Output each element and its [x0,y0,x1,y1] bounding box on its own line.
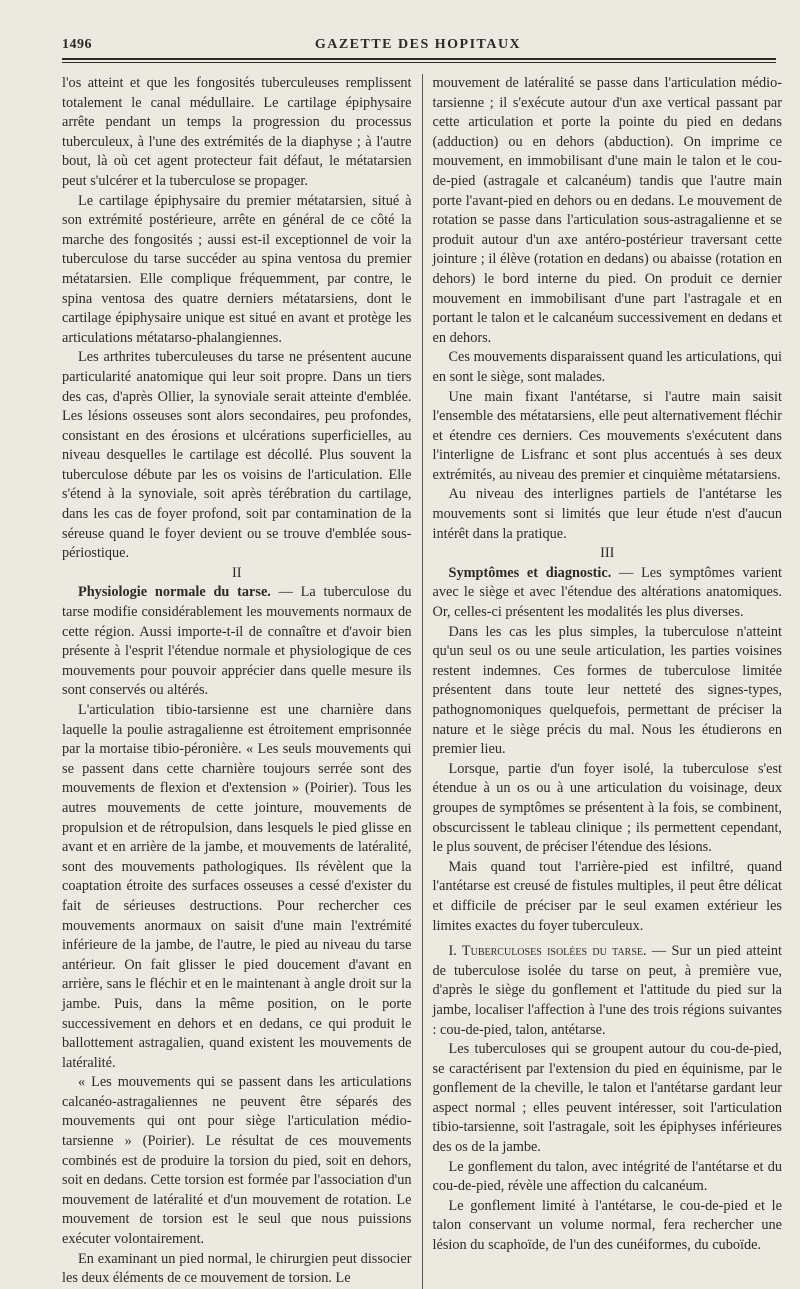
paragraph: L'articulation tibio-tarsienne est une charnière dans laquelle la poulie astragalienne est étroitement emprisonnée par la mortaise tibio-péronière. « Les seuls mouvements qui se passent dans cette charnière toujours serrée sont des mouvements de flexion et d'extension » (Poirier). Tous les autres mouvements de cette jointure, mouvements de propulsion et de rétropulsion, dans lesquels le pied glisse en avant et en arrière de la jambe, et mouvements de latéralité, sont des mouvements pathologiques. Ils révèlent que la coaptation étroite des surfaces osseuses a cessé d'exister du fait de sérieuses destructions. Pour rechercher ces mouvements anormaux on saisit d'une main l'extrémité inférieure de la jambe, de l'autre, le pied au niveau du tarse antérieur. On fait glisser le pied doucement d'avant en arrière, sans le fléchir et en le maintenant à angle droit sur la jambe. Puis, dans la même position, on le porte successivement en dehors et en dedans, ce qui produit le ballottement astragalien, quand existent les mouvements de latéralité. [62,702,412,1071]
text-columns [62,74,782,1289]
paragraph: Ces mouvements disparaissent quand les articulations, qui en sont le siège, sont malades. [432,349,782,385]
paragraph-text: — Sur un pied atteint de tuberculose isolée du tarse on peut, à première vue, d'après le siège du gonflement et l'attitude du pied sur la jambe, localiser l'affection à l'une des trois régions suivantes : cou-de-pied, talon, antétarse. [432,943,783,1038]
paragraph: Lorsque, partie d'un foyer isolé, la tuberculose s'est étendue à un os ou à une articulation du voisinage, deux groupes de symptômes se présentent à la fois, se combinent, obscurcissent le tableau clinique ; ils permettent cependant, le plus souvent, de préciser l'étendue des lésions. [432,760,782,856]
section-heading: Symptômes et diagnostic. [448,564,612,581]
paragraph [433,942,783,1040]
left-column [62,74,422,1289]
journal-title: GAZETTE DES HOPITAUX [314,37,522,52]
paragraph [62,583,412,701]
paragraph: « Les mouvements qui se passent dans les articulations calcanéo-astragaliennes ne peuvent être séparés des mouvements qui ont pour siège l'articulation médio-tarsienne » (Poirier). Le résultat de ces mouvements combinés est de produire la torsion du pied, soit en dehors, soit en dedans. Cette torsion est formée par l'association d'un mouvement de latéralité et d'un mouvement de rotation. Le mouvement de torsion est le seul que nous puissions exécuter volontairement. [62,1074,412,1248]
paragraph: Mais quand tout l'arrière-pied est infiltré, quand l'antétarse est creusé de fistules multiples, il peut être délicat et difficile de préciser par le seul examen extérieur les limites exactes du foyer tuberculeux. [432,858,782,934]
subsection-heading: I. Tuberculoses isolées du tarse. [448,943,647,960]
paragraph: Les arthrites tuberculeuses du tarse ne présentent aucune particularité anatomique qui leur soit propre. Dans un tiers des cas, d'après Ollier, la synoviale serait atteinte d'emblée. Les lésions osseuses sont alors secondaires, peu profondes, consistant en des érosions et ulcérations superficielles, au niveau desquelles le cartilage est décollé. Plus souvent la tuberculose débute par les os voisins de l'articulation. Elle s'étend à la synoviale, soit après térébration du cartilage, dans les cas de foyer profond, soit par contamination de la séreuse quand le foyer devient ou se trouve d'emblée sous-périostique. [62,349,412,562]
section-number: II [231,564,242,581]
paragraph-text: — La tuberculose du tarse modifie considérablement les mouvements normaux de cette région. Aussi importe-t-il de connaître et d'avoir bien présente à l'esprit l'étendue normale et physiologique de ces mouvements pour pouvoir apprécier dans quelle mesure ils sont conservés ou altérés. [62,584,412,699]
paragraph: Le cartilage épiphysaire du premier métatarsien, situé à son extrémité postérieure, arrête en général de ce côté la marche des fongosités ; aussi est-il exceptionnel de voir la tuberculose du tarse succéder au spina ventosa du premier métatarsien. Elle complique fréquemment, par contre, le spina ventosa des quatre derniers métatarsiens, dont le cartilage épiphysaire unique est situé en avant et protège les articulations métatarso-phalangiennes. [62,192,412,346]
page-header [56,0,780,52]
section-heading: Physiologie normale du tarse. [78,584,271,601]
header-rule-thin [62,62,776,63]
right-column [422,74,783,1289]
section-number: III [600,545,615,562]
paragraph: l'os atteint et que les fongosités tuberculeuses remplissent totalement le canal médullaire. Le cartilage épiphysaire arrête pendant un temps la progression du processus tuberculeux, à l'une des extrémités de la diaphyse ; à l'autre bout, là où cet agent protecteur fait défaut, le métatarsien peut s'ulcérer et la tuberculose se propager. [62,75,412,189]
paragraph: Dans les cas les plus simples, la tuberculose n'atteint qu'un seul os ou une seule articulation, les parties voisines restent indemnes. Ces formes de tuberculose limitée présentent dans toute leur netteté des signes-types, pathognomoniques quelquefois, permettant de préciser la nature et le siège précis du mal. Nous les étudierons en premier lieu. [432,623,782,758]
paragraph: Le gonflement du talon, avec intégrité de l'antétarse et du cou-de-pied, révèle une affection du calcanéum. [432,1158,782,1195]
paragraph-text: — Les symptômes varient avec le siège et avec l'étendue des altérations anatomiques. Or, celles-ci présentent les modalités les plus diverses. [432,564,783,621]
paragraph: Les tuberculoses qui se groupent autour du cou-de-pied, se caractérisent par l'extension du pied en équinisme, par le gonflement de la cheville, le talon et l'antétarse gardant leur aspect normal ; elles peuvent intéresser, soit l'articulation tibio-tarsienne, soit l'astragale, soit les épiphyses inférieures des os de la jambe. [432,1041,782,1156]
paragraph: Le gonflement limité à l'antétarse, le cou-de-pied et le talon conservant un volume normal, fera rechercher une lésion du scaphoïde, de l'un des cunéiformes, du cuboïde. [432,1197,782,1254]
paragraph: En examinant un pied normal, le chirurgien peut dissocier les deux éléments de ce mouvement de torsion. Le [62,1250,412,1287]
paragraph: mouvement de latéralité se passe dans l'articulation médio-tarsienne ; il s'exécute autour d'un axe vertical passant par cette articulation et porte la pointe du pied en dedans (adduction) ou en dehors (abduction). On imprime ce mouvement, en immobilisant d'une main le talon et le cou-de-pied (astragale et calcanéum) tandis que l'autre main porte l'avant-pied en dehors ou en dedans. Le mouvement de rotation se passe dans l'articulation sous-astragalienne et se produit autour d'un axe antéro-postérieur traversant cette jointure ; il élève (rotation en dedans) ou abaisse (rotation en dehors) le bord interne du pied. On produit ce dernier mouvement en immobilisant d'une part l'astragale et en portant le talon et le calcanéum successivement en dedans et en dehors. [432,75,782,346]
paragraph: Une main fixant l'antétarse, si l'autre main saisit l'ensemble des métatarsiens, elle peut alternativement fléchir et étendre ces derniers. Ces mouvements s'exécutent dans l'interligne de Lisfranc et sont plus accentués à ses deux extrémités, au niveau des premier et cinquième métatarsiens. [432,388,782,483]
page-number: 1496 [62,37,92,52]
header-rule-thick [62,58,776,60]
paragraph: Au niveau des interlignes partiels de l'antétarse les mouvements sont si limités que leur étude n'est d'aucun intérêt dans la pratique. [432,486,782,542]
paragraph [433,564,783,623]
